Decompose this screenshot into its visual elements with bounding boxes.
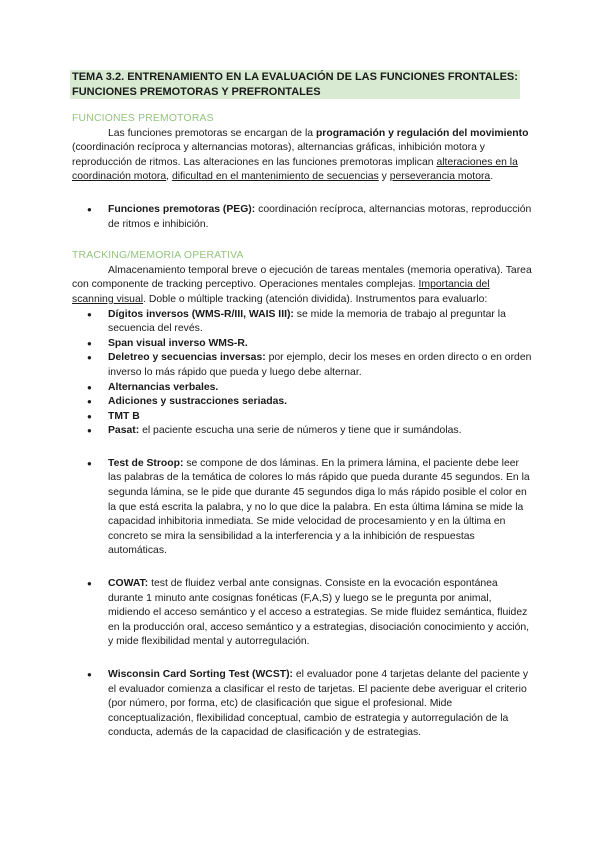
document-page: [72, 70, 532, 741]
item-label: Deletreo y secuencias inversas:: [108, 352, 266, 364]
item-text: el paciente escucha una serie de números y tiene que ir sumándolas.: [139, 425, 462, 437]
item-label: Span visual inverso WMS-R.: [108, 337, 248, 349]
list-item: [72, 203, 532, 232]
text-run: y: [378, 171, 390, 183]
bold-run: programación y regulación del movimiento: [315, 127, 529, 139]
list-item: [72, 577, 532, 650]
text-run: Almacenamiento temporal breve o ejecución de tareas mentales (memoria operativa). Tarea con componente de tracking perceptivo. Operaciones mentales complejas.: [72, 264, 532, 291]
underlined-run: alteraciones en la coordinación motora: [72, 156, 518, 183]
tracking-paragraph: [72, 264, 532, 308]
cowat-list: [72, 577, 532, 650]
section-heading-tracking: TRACKING/MEMORIA OPERATIVA: [72, 250, 244, 262]
list-item: [72, 381, 532, 396]
premotoras-list: [72, 203, 532, 232]
list-item: [72, 395, 532, 410]
list-item: [72, 457, 532, 559]
list-item: [72, 351, 532, 380]
item-label: Pasat:: [108, 425, 140, 437]
item-label: TMT B: [108, 410, 140, 422]
section-heading-premotoras: FUNCIONES PREMOTORAS: [72, 113, 214, 124]
list-item: [72, 308, 532, 337]
text-run: ,: [166, 171, 172, 183]
item-text: coordinación recíproca, alternancias motoras, reproducción de ritmos e inhibición.: [108, 203, 532, 230]
title-line-1: TEMA 3.2. ENTRENAMIENTO EN LA EVALUACIÓN DE LAS FUNCIONES FRONTALES:: [72, 71, 518, 83]
item-label: COWAT:: [108, 578, 149, 590]
title-line-2: FUNCIONES PREMOTORAS Y PREFRONTALES: [72, 85, 321, 98]
item-text: el evaluador pone 4 tarjetas delante del paciente y el evaluador comienza a clasificar el resto de tarjetas. El paciente debe averiguar el criterio (por número, por forma, etc) de clasificación que sigue el profesional. Mide conceptualización, flexibilidad conceptual, cambio de estrategia y autorregulación de la conducta, además de la capacidad de clasificación y de estrategias.: [108, 669, 529, 739]
list-item: [72, 668, 532, 741]
underlined-run: dificultad en el mantenimiento de secuencias: [171, 171, 379, 183]
item-text: por ejemplo, decir los meses en orden directo o en orden inverso lo más rápido que pueda y luego debe alternar.: [108, 352, 532, 378]
document-title: [70, 70, 520, 99]
text-run: .: [490, 171, 494, 183]
text-run: Las funciones premotoras se encargan de la: [108, 127, 316, 139]
item-text: se compone de dos láminas. En la primera lámina, el paciente debe leer las palabras de la temática de colores lo más rápido que pueda durante 45 segundos. En la segunda lámina, se le pide que durante 45 segundos diga lo más rápido posible el color en la que está escrita la palabra, y no lo que dice la palabra. En esta última lámina se mide la capacidad inhibitoria inmediata. Se mide velocidad de procesamiento y en la última en concreto se mira la sensibilidad a la interferencia y a la inhibición de respuestas automáticas.: [108, 457, 530, 557]
stroop-list: [72, 457, 532, 559]
text-run: (coordinación recíproca y alternancias motoras), alternancias gráficas, inhibición motora y reproducción de ritmos. Las alteraciones en las funciones premotoras implican: [72, 142, 485, 168]
wcst-list: [72, 668, 532, 741]
item-label: Wisconsin Card Sorting Test (WCST):: [108, 669, 294, 680]
tracking-list: [72, 308, 532, 439]
item-label: Alternancias verbales.: [108, 381, 219, 393]
item-label: Test de Stroop:: [108, 457, 184, 469]
list-item: [72, 410, 532, 425]
list-item: [72, 337, 532, 352]
premotoras-paragraph: [72, 127, 532, 185]
item-label: Adiciones y sustracciones seriadas.: [108, 396, 288, 408]
item-label: Dígitos inversos (WMS-R/III, WAIS III):: [108, 308, 294, 320]
text-run: . Doble o múltiple tracking (atención dividida). Instrumentos para evaluarlo:: [143, 293, 488, 305]
underlined-run: Importancia del scanning visual: [72, 279, 490, 305]
item-text: test de fluidez verbal ante consignas. Consiste en la evocación espontánea durante 1 minuto ante cosignas fonéticas (F,A,S) y luego se le pregunta por animal, midiendo el acceso semántico y el acceso a estrategias. Se mide fluidez semántica, fluidez en la producción oral, acceso semántico y a estrategias, disociación conocimiento y acción, y mide flexibilidad mental y autorregulación.: [108, 578, 530, 648]
item-label: Funciones premotoras (PEG):: [108, 203, 256, 215]
list-item: [72, 424, 532, 439]
underlined-run: perseverancia motora: [389, 171, 491, 183]
item-text: se mide la memoria de trabajo al preguntar la secuencia del revés.: [108, 308, 506, 335]
